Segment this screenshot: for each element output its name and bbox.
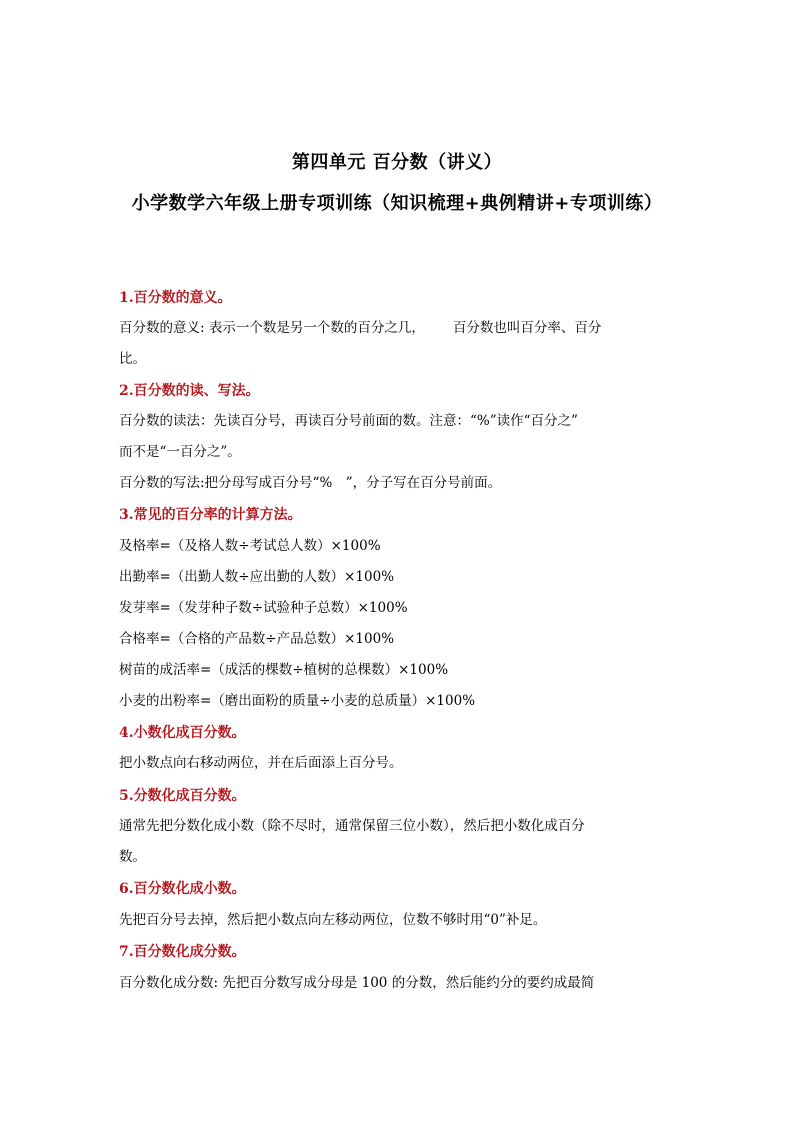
section-7-heading: 7.百分数化成分数。 bbox=[119, 944, 246, 960]
section-1-text-line-2: 比。 bbox=[119, 351, 146, 367]
section-7-text: 百分数化成分数: 先把百分数写成分母是 100 的分数，然后能约分的要约成最简 bbox=[119, 975, 595, 991]
page-title: 第四单元 百分数（讲义） bbox=[291, 152, 503, 173]
section-2-text-line-1: 百分数的读法：先读百分号，再读百分号前面的数。注意：“%”读作“百分之” bbox=[119, 413, 578, 429]
formula-qualified-rate: 合格率=（合格的产品数÷产品总数）×100% bbox=[119, 631, 395, 647]
formula-survival-rate: 树苗的成活率=（成活的棵数÷植树的总棵数）×100% bbox=[119, 662, 449, 678]
section-2-text-line-2: 而不是“一百分之”。 bbox=[119, 444, 241, 460]
formula-attendance-rate: 出勤率=（出勤人数÷应出勤的人数）×100% bbox=[119, 569, 395, 585]
section-1-heading: 1.百分数的意义。 bbox=[119, 290, 232, 306]
section-2-text-line-3: 百分数的写法:把分母写成百分号“% ”，分子写在百分号前面。 bbox=[119, 475, 502, 491]
page-subtitle: 小学数学六年级上册专项训练（知识梳理+典例精讲+专项训练） bbox=[131, 193, 663, 214]
formula-pass-rate: 及格率=（及格人数÷考试总人数）×100% bbox=[119, 538, 381, 554]
section-5-text-line-2: 数。 bbox=[119, 849, 146, 865]
formula-germination-rate: 发芽率=（发芽种子数÷试验种子总数）×100% bbox=[119, 600, 408, 616]
section-1-text-line-1 bbox=[119, 322, 601, 336]
section-2-heading: 2.百分数的读、写法。 bbox=[119, 383, 260, 399]
section-5-heading: 5.分数化成百分数。 bbox=[119, 788, 246, 804]
section-5-text-line-1: 通常先把分数化成小数（除不尽时，通常保留三位小数），然后把小数化成百分 bbox=[119, 818, 585, 834]
section-6-text: 先把百分号去掉，然后把小数点向左移动两位，位数不够时用“0”补足。 bbox=[119, 912, 547, 928]
section-4-heading: 4.小数化成百分数。 bbox=[119, 725, 246, 741]
section-6-heading: 6.百分数化成小数。 bbox=[119, 881, 246, 897]
section-1-text-part-a: 百分数的意义: 表示一个数是另一个数的百分之几， bbox=[119, 320, 425, 336]
section-4-text: 把小数点向右移动两位，并在后面添上百分号。 bbox=[119, 755, 403, 771]
section-3-heading: 3.常见的百分率的计算方法。 bbox=[119, 507, 302, 523]
formula-flour-rate: 小麦的出粉率=（磨出面粉的质量÷小麦的总质量）×100% bbox=[119, 693, 476, 709]
section-1-text-part-b: 百分数也叫百分率、百分 bbox=[452, 320, 602, 336]
